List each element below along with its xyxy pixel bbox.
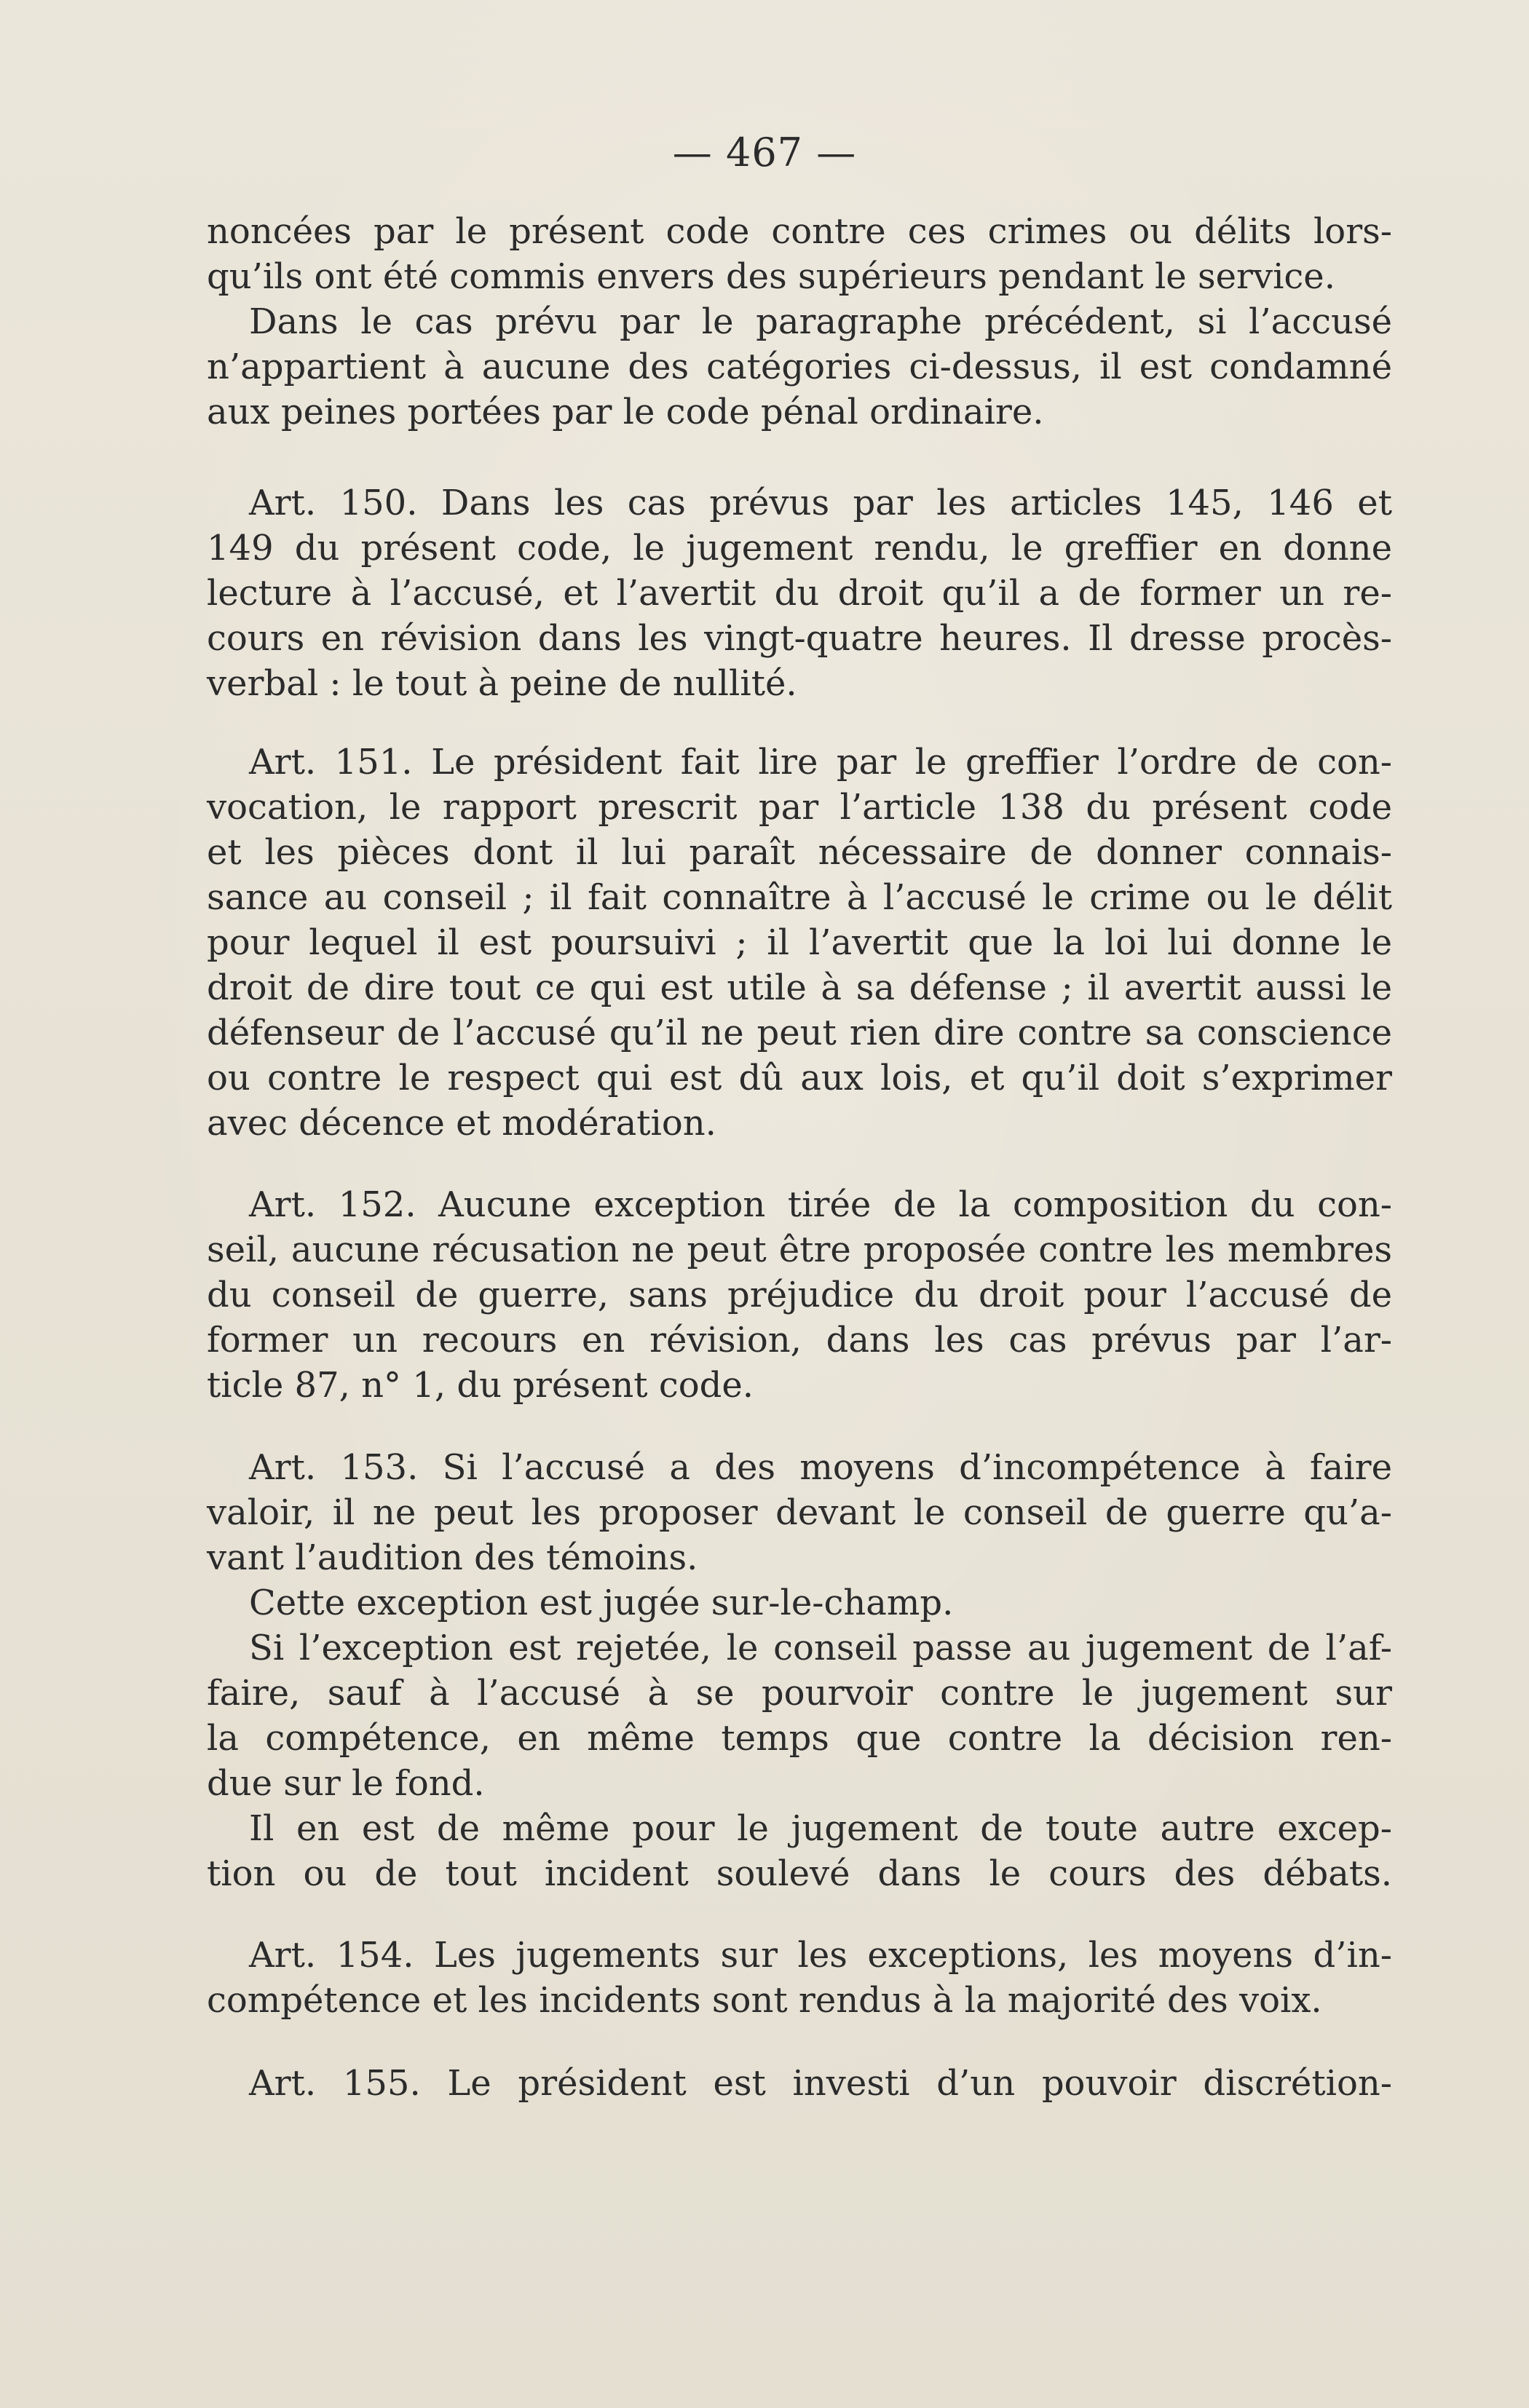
text-line: compétence et les incidents sont rendus à la majorité des voix. — [207, 1980, 1322, 2021]
text-line: Il en est de même pour le jugement de toute autre excep- — [249, 1808, 1392, 1849]
text-line: la compétence, en même temps que contre la décision ren- — [207, 1718, 1392, 1759]
text-line: verbal : le tout à peine de nullité. — [207, 663, 797, 704]
text-line: faire, sauf à l’accusé à se pourvoir contre le jugement sur — [207, 1673, 1392, 1714]
text-line: du conseil de guerre, sans préjudice du droit pour l’accusé de — [207, 1275, 1392, 1315]
text-line: cours en révision dans les vingt-quatre heures. Il dresse procès- — [207, 618, 1392, 659]
text-line: défenseur de l’accusé qu’il ne peut rien dire contre sa conscience — [207, 1013, 1392, 1053]
text-line: pour lequel il est poursuivi ; il l’avertit que la loi lui donne le — [207, 922, 1392, 963]
text-line: seil, aucune récusation ne peut être proposée contre les membres — [207, 1229, 1392, 1270]
text-line: Art. 153. Si l’accusé a des moyens d’incompétence à faire — [249, 1447, 1392, 1488]
text-line: tion ou de tout incident soulevé dans le cours des débats. — [207, 1853, 1392, 1894]
text-line: Art. 155. Le président est investi d’un pouvoir discrétion- — [249, 2063, 1392, 2104]
text-line: lecture à l’accusé, et l’avertit du droit qu’il a de former un re- — [207, 573, 1392, 614]
text-line: Dans le cas prévu par le paragraphe précédent, si l’accusé — [249, 301, 1392, 342]
text-line: sance au conseil ; il fait connaître à l’accusé le crime ou le délit — [207, 877, 1392, 918]
text-line: Art. 151. Le président fait lire par le greffier l’ordre de con- — [249, 742, 1392, 783]
text-line: noncées par le présent code contre ces crimes ou délits lors- — [207, 211, 1392, 252]
text-line: ticle 87, n° 1, du présent code. — [207, 1365, 754, 1406]
text-line: valoir, il ne peut les proposer devant le conseil de guerre qu’a- — [207, 1492, 1392, 1533]
text-line: et les pièces dont il lui paraît nécessaire de donner connais- — [207, 832, 1392, 873]
page-number: — 467 — — [672, 130, 857, 175]
text-line: vant l’audition des témoins. — [207, 1537, 698, 1578]
text-line: droit de dire tout ce qui est utile à sa défense ; il avertit aussi le — [207, 967, 1392, 1008]
text-line: Art. 154. Les jugements sur les exceptions, les moyens d’in- — [249, 1935, 1392, 1976]
text-line: 149 du présent code, le jugement rendu, le greffier en donne — [207, 528, 1392, 569]
text-line: due sur le fond. — [207, 1763, 485, 1804]
text-line: vocation, le rapport prescrit par l’article 138 du présent code — [207, 787, 1392, 828]
text-line: Cette exception est jugée sur-le-champ. — [249, 1583, 954, 1623]
text-line: Art. 150. Dans les cas prévus par les articles 145, 146 et — [249, 483, 1392, 523]
text-line: former un recours en révision, dans les cas prévus par l’ar- — [207, 1320, 1392, 1361]
text-line: ou contre le respect qui est dû aux lois, et qu’il doit s’exprimer — [207, 1058, 1392, 1098]
text-line: Art. 152. Aucune exception tirée de la composition du con- — [249, 1184, 1392, 1225]
text-line: Si l’exception est rejetée, le conseil passe au jugement de l’af- — [249, 1628, 1392, 1668]
text-line: n’appartient à aucune des catégories ci-dessus, il est condamné — [207, 346, 1392, 387]
text-line: aux peines portées par le code pénal ordinaire. — [207, 392, 1044, 432]
text-line: qu’ils ont été commis envers des supérieurs pendant le service. — [207, 256, 1335, 297]
text-line: avec décence et modération. — [207, 1103, 716, 1144]
